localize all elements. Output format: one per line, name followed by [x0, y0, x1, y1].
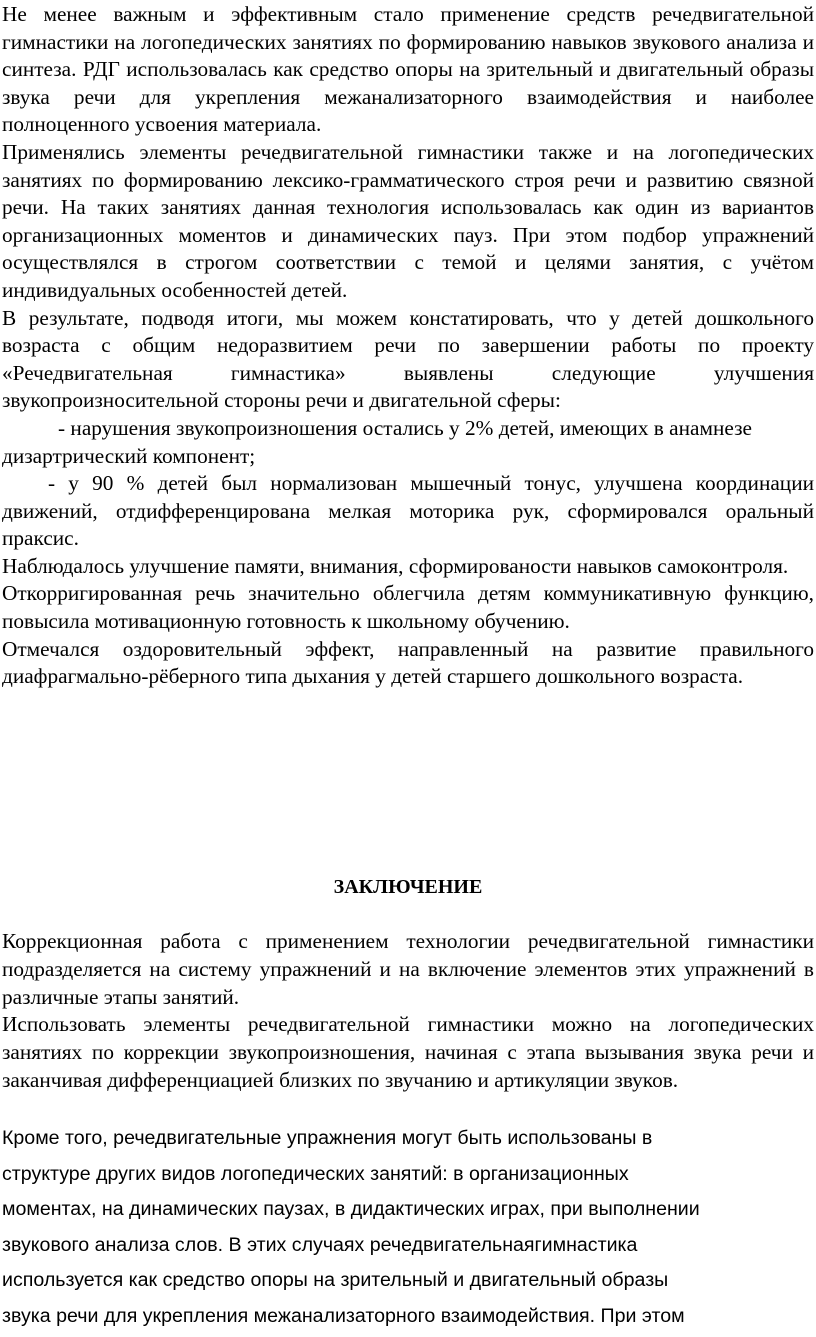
paragraph-memory: Наблюдалось улучшение памяти, внимания, сформированости навыков самоконтроля. — [2, 553, 789, 578]
paragraph-results: В результате, подводя итоги, мы можем констатировать, что у детей дошкольного возраста с общим недоразвитием речи по завершении работы по проекту «Речедвигательная гимнастика» выявлены следующие улучшения звукопроизносительной стороны речи и двигательной сферы: — [2, 305, 814, 413]
body-text-conclusion — [2, 928, 814, 1095]
body-text-additional — [2, 1121, 792, 1335]
paragraph-correction-work: Коррекционная работа с применением технологии речедвигательной гимнастики подразделяется на систему упражнений и на включение элементов этих упражнений в различные этапы занятий. — [2, 929, 814, 1009]
paragraph-usage: Использовать элементы речедвигательной гимнастики можно на логопедических занятиях по коррекции звукопроизношения, начиная с этапа вызывания звука речи и заканчивая дифференциацией близких по звучанию и артикуляции звуков. — [2, 1012, 814, 1092]
section-heading-conclusion: ЗАКЛЮЧЕНИЕ — [333, 876, 483, 898]
paragraph-health-effect: Отмечался оздоровительный эффект, направленный на развитие правильного диафрагмально-рёберного типа дыхания у детей старшего дошкольного возраста. — [2, 636, 814, 689]
list-item-sound-pronunciation: - нарушения звукопроизношения остались у 2% детей, имеющих в анамнезе дизартрический компонент; — [2, 415, 752, 468]
list-item-muscle-tone: - у 90 % детей был нормализован мышечный тонус, улучшена координации движений, отдифференцирована мелкая моторика рук, сформировался оральный праксис. — [2, 471, 814, 551]
text-line: звука речи для укрепления межанализаторного взаимодействия. При этом — [2, 1304, 685, 1327]
text-line: Кроме того, речедвигательные упражнения могут быть использованы в — [2, 1127, 653, 1149]
text-line: звукового анализа слов. В этих случаях речедвигательнаягимнастика — [2, 1233, 638, 1256]
text-line: моментах, на динамических паузах, в дидактических играх, при выполнении — [2, 1198, 700, 1221]
text-line: используется как средство опоры на зрительный и двигательный образы — [2, 1269, 669, 1292]
text-line: структуре других видов логопедических занятий: в организационных — [2, 1162, 629, 1185]
paragraph-corrected-speech: Откорригированная речь значительно облегчила детям коммуникативную функцию, повысила мотивационную готовность к школьному обучению. — [2, 581, 814, 634]
body-text-top — [2, 1, 814, 691]
paragraph-lexical-grammar: Применялись элементы речедвигательной гимнастики также и на логопедических занятиях по формированию лексико-грамматического строя речи и развитию связной речи. На таких занятиях данная технология использовалась как один из вариантов организационных моментов и динамических пауз. При этом подбор упражнений осуществлялся в строгом соответствии с темой и целями занятия, с учётом индивидуальных особенностей детей. — [2, 139, 814, 302]
paragraph-sound-analysis: Не менее важным и эффективным стало применение средств речедвигательной гимнастики на логопедических занятиях по формированию навыков звукового анализа и синтеза. РДГ использовалась как средство опоры на зрительный и двигательный образы звука речи для укрепления межанализаторного взаимодействия и наиболее полноценного усвоения материала. — [2, 2, 814, 137]
